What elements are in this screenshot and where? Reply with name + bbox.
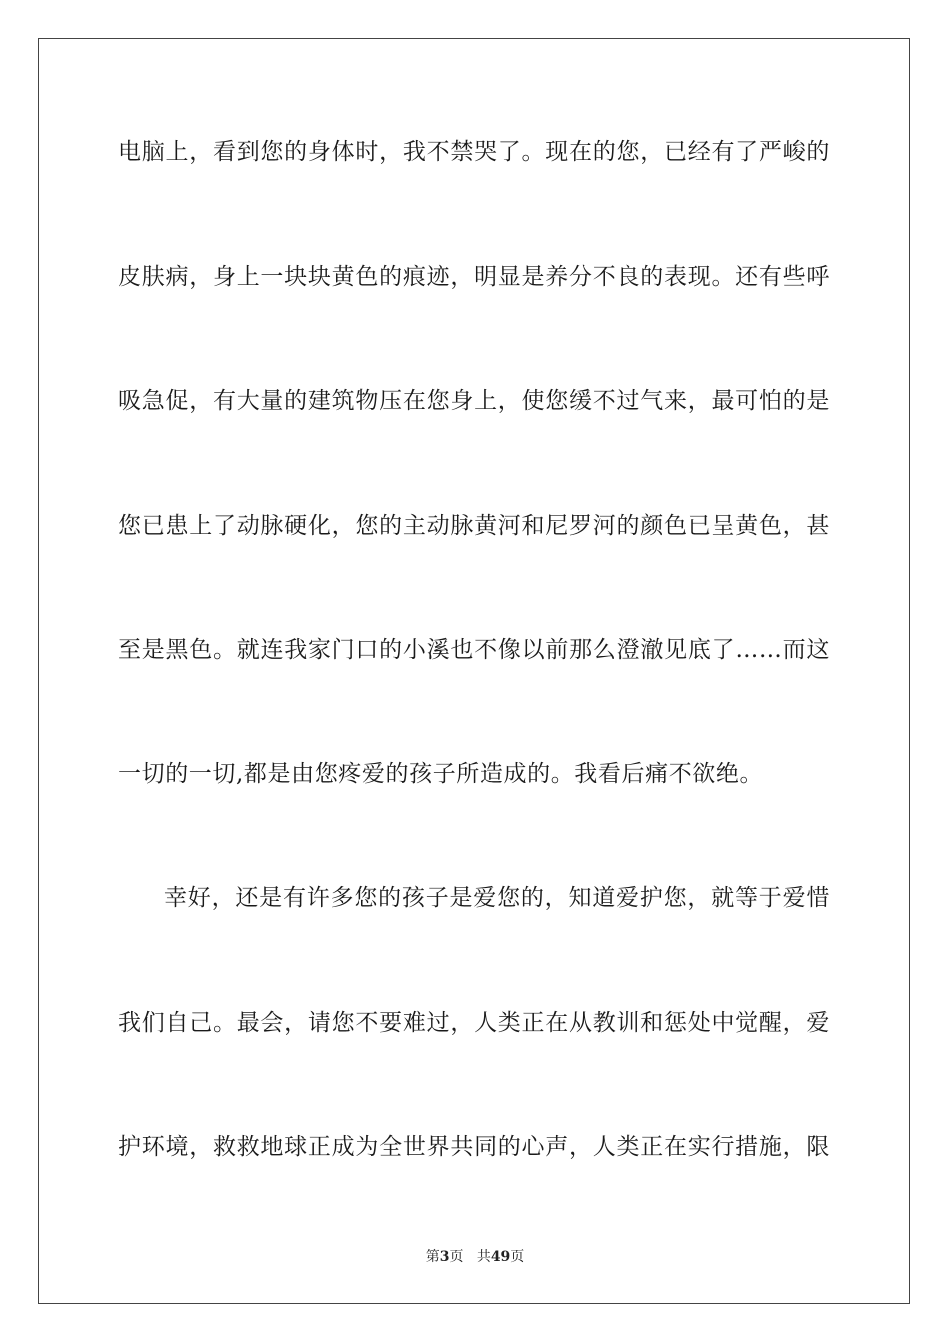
footer-page-number: 3	[439, 1249, 450, 1265]
body-text-line-6: 一切的一切,都是由您疼爱的孩子所造成的。我看后痛不欲绝。	[118, 761, 764, 787]
footer-page-prefix: 第	[425, 1249, 440, 1265]
footer-total-prefix: 共	[476, 1249, 491, 1265]
body-text-line-2: 皮肤病，身上一块块黄色的痕迹，明显是养分不良的表现。还有些呼	[118, 264, 830, 290]
body-text-line-3: 吸急促，有大量的建筑物压在您身上，使您缓不过气来，最可怕的是	[118, 388, 830, 414]
body-text-line-1: 电脑上，看到您的身体时，我不禁哭了。现在的您，已经有了严峻的	[118, 139, 830, 165]
body-text-line-9: 护环境，救救地球正成为全世界共同的心声，人类正在实行措施，限	[118, 1134, 830, 1160]
body-text-line-4: 您已患上了动脉硬化，您的主动脉黄河和尼罗河的颜色已呈黄色，甚	[118, 513, 830, 539]
footer-total-suffix: 页	[510, 1249, 525, 1265]
page-border	[38, 38, 910, 1304]
page-footer	[0, 1248, 950, 1266]
footer-page-suffix: 页	[449, 1249, 464, 1265]
paragraph-start-line: 幸好，还是有许多您的孩子是爱您的，知道爱护您，就等于爱惜	[164, 885, 830, 911]
footer-total-pages: 49	[490, 1249, 511, 1265]
body-text-line-8: 我们自己。最会，请您不要难过，人类正在从教训和惩处中觉醒，爱	[118, 1010, 830, 1036]
body-text-line-5: 至是黑色。就连我家门口的小溪也不像以前那么澄澈见底了……而这	[118, 637, 830, 663]
